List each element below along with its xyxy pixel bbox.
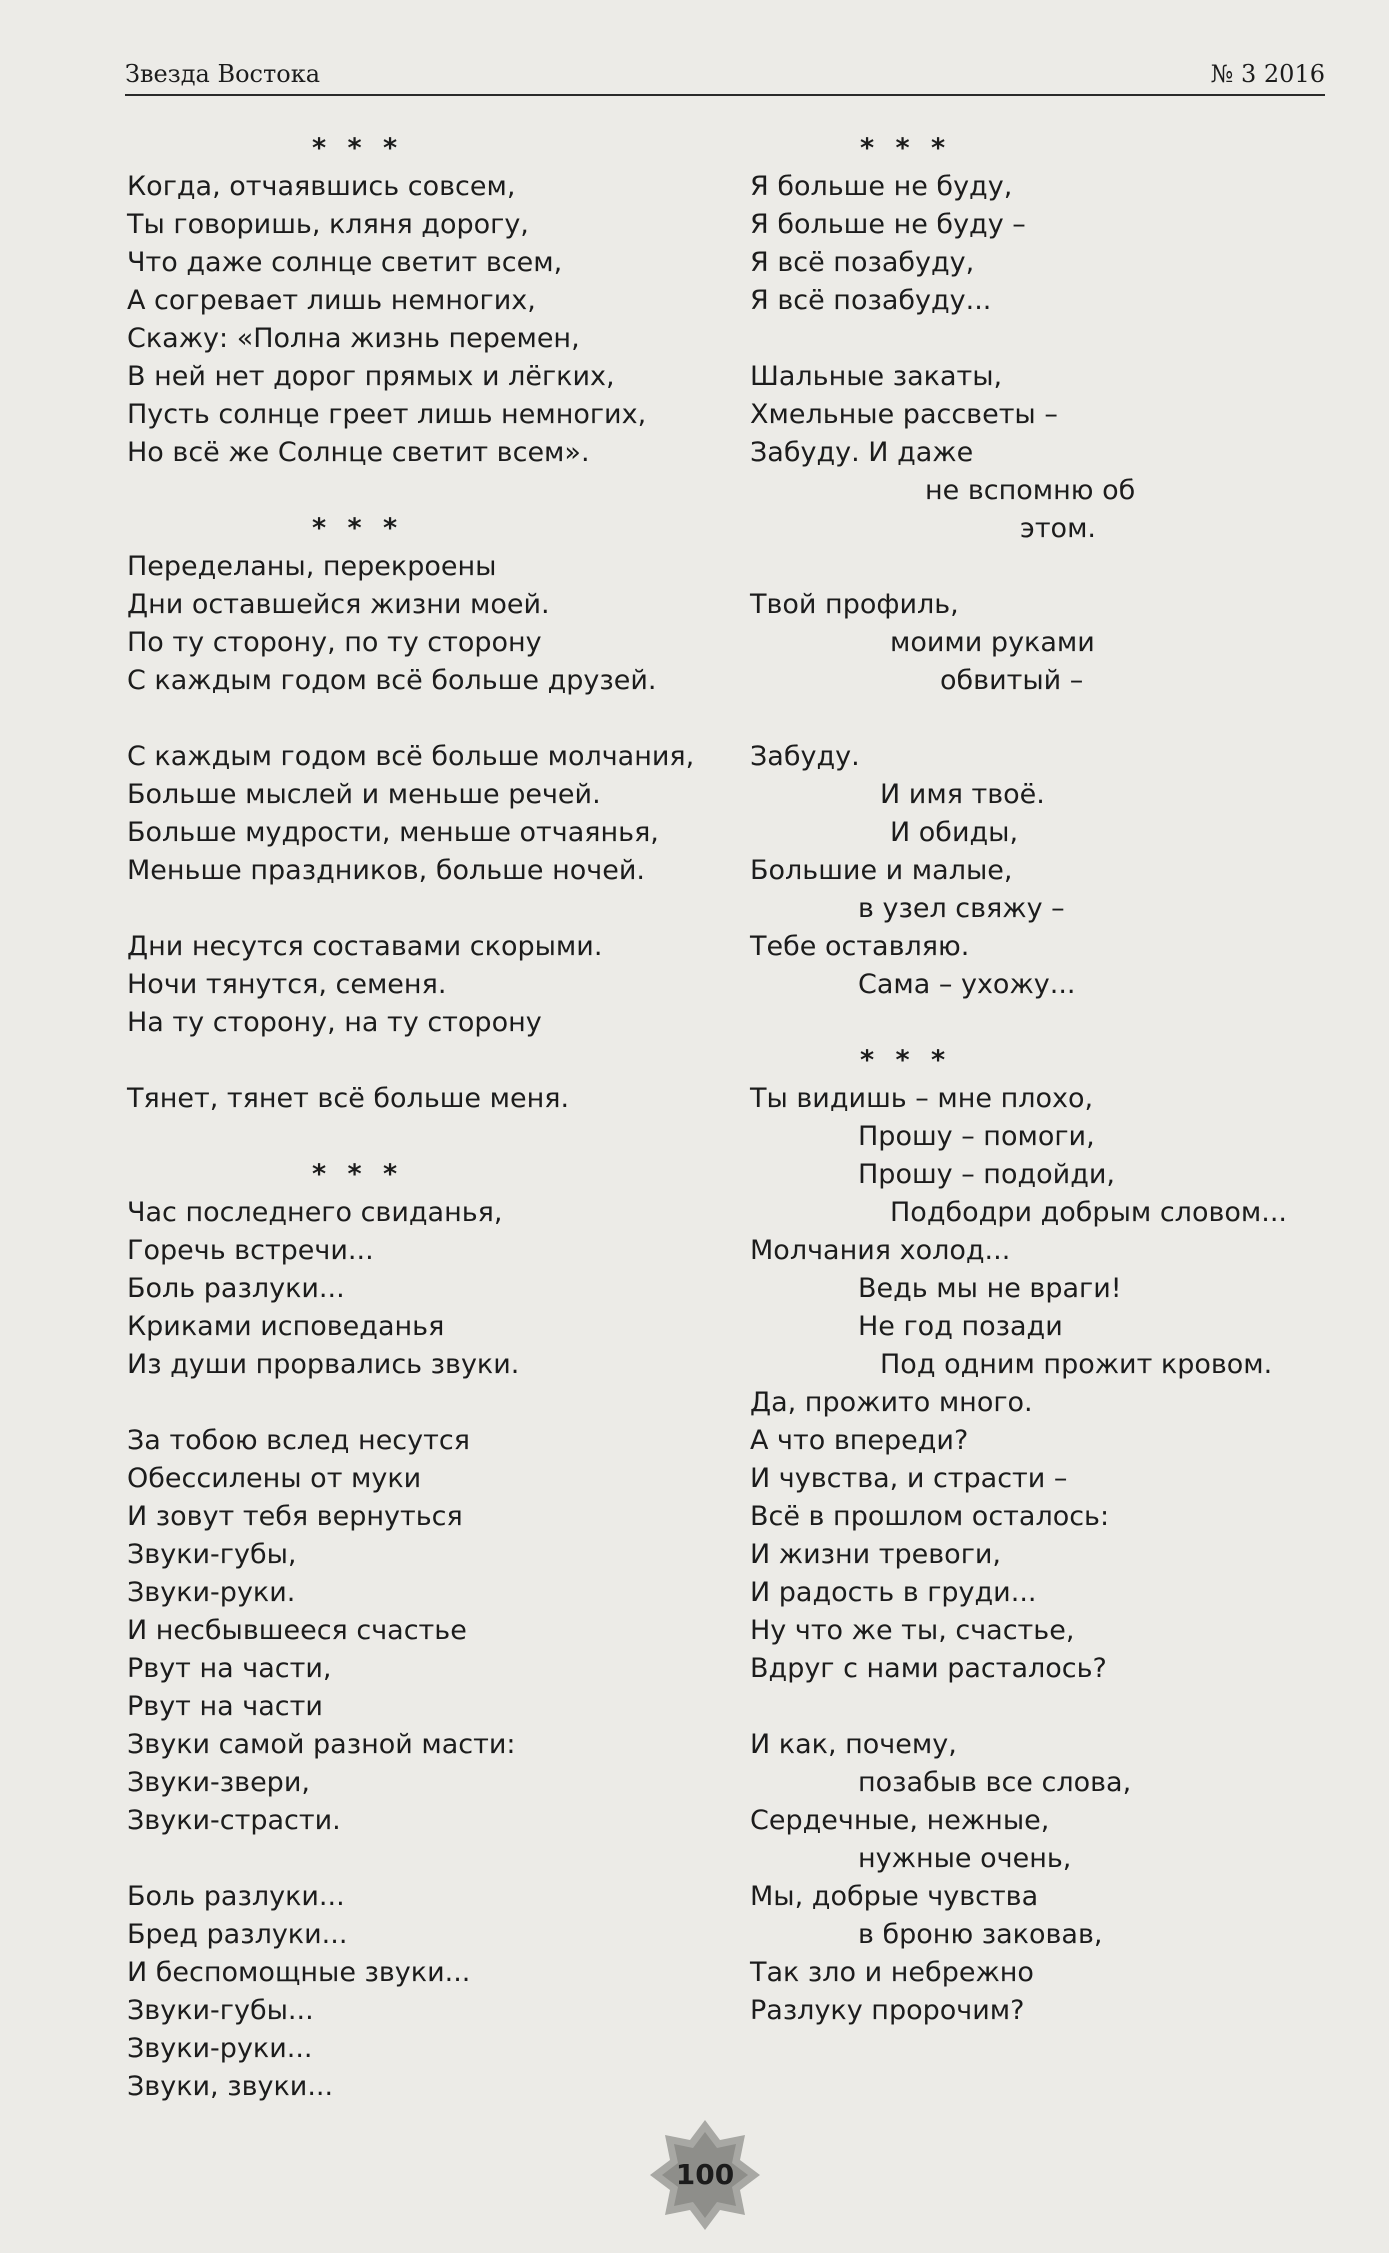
line-gap — [750, 548, 1330, 586]
poem-line: Криками исповеданья — [127, 1311, 445, 1342]
poem-line: Ты видишь – мне плохо, — [750, 1083, 1094, 1114]
poem-line: Забуду. — [750, 741, 860, 772]
poem-line: нужные очень, — [858, 1843, 1072, 1874]
poem-line: Но всё же Солнце светит всем». — [127, 437, 590, 468]
poem-line: Мы, добрые чувства — [750, 1881, 1039, 1912]
poem-line: Ведь мы не враги! — [858, 1273, 1122, 1304]
poem-line: Ты говоришь, кляня дорогу, — [127, 209, 529, 240]
poem-line: моими руками — [890, 627, 1095, 658]
poem-line: Бред разлуки... — [127, 1919, 348, 1950]
poem-line: Из души прорвались звуки. — [127, 1349, 520, 1380]
stanza-separator: * * * — [312, 513, 404, 544]
poem-line: этом. — [1020, 513, 1097, 544]
left-column — [127, 130, 695, 2106]
poem-line: Под одним прожит кровом. — [880, 1349, 1273, 1380]
stanza-separator: * * * — [860, 133, 952, 164]
page-number: 100 — [675, 2158, 735, 2191]
journal-title: Звезда Востока — [125, 60, 321, 88]
poem-line: По ту сторону, по ту сторону — [127, 627, 542, 658]
poem-line: И обиды, — [890, 817, 1019, 848]
stanza-separator: * * * — [312, 133, 404, 164]
poem-line: И как, почему, — [750, 1729, 957, 1760]
poem-line: Большие и малые, — [750, 855, 1013, 886]
poem-line: Сердечные, нежные, — [750, 1805, 1050, 1836]
poem-line: Всё в прошлом осталось: — [750, 1501, 1110, 1532]
poem-line: в броню заковав, — [858, 1919, 1103, 1950]
line-gap — [750, 1688, 1330, 1726]
poem-line: Тебе оставляю. — [750, 931, 970, 962]
poem-line: позабыв все слова, — [858, 1767, 1132, 1798]
poem-line: не вспомню об — [925, 475, 1136, 506]
poem-line: И зовут тебя вернуться — [127, 1501, 463, 1532]
poem-line: Я больше не буду – — [750, 209, 1026, 240]
poem-line: Да, прожито много. — [750, 1387, 1033, 1418]
poem-line: Боль разлуки... — [127, 1273, 345, 1304]
poem-line: Хмельные рассветы – — [750, 399, 1058, 430]
poem-line: За тобою вслед несутся — [127, 1425, 470, 1456]
poem-line: Я всё позабуду, — [750, 247, 975, 278]
poem-line: И чувства, и страсти – — [750, 1463, 1068, 1494]
poem-line: Меньше праздников, больше ночей. — [127, 855, 645, 886]
poem-line: Тянет, тянет всё больше меня. — [127, 1083, 570, 1114]
poem-line: Дни оставшейся жизни моей. — [127, 589, 550, 620]
poem-line: Что даже солнце светит всем, — [127, 247, 563, 278]
poem-line: На ту сторону, на ту сторону — [127, 1007, 542, 1038]
issue-number: № 3 2016 — [1210, 60, 1325, 88]
poem-line: С каждым годом всё больше молчания, — [127, 741, 695, 772]
poem-line: Твой профиль, — [750, 589, 959, 620]
poem-line: Рвут на части — [127, 1691, 323, 1722]
poem-line: Боль разлуки... — [127, 1881, 345, 1912]
poem-line: Молчания холод... — [750, 1235, 1011, 1266]
right-column — [750, 130, 1330, 2030]
poem-line: Скажу: «Полна жизнь перемен, — [127, 323, 580, 354]
stanza-separator: * * * — [860, 1045, 952, 1076]
poem-line: Ну что же ты, счастье, — [750, 1615, 1075, 1646]
stanza-separator: * * * — [312, 1159, 404, 1190]
poem-line: Я больше не буду, — [750, 171, 1013, 202]
poem-line: Больше мыслей и меньше речей. — [127, 779, 601, 810]
poem-line: Больше мудрости, меньше отчаянья, — [127, 817, 659, 848]
poem-line: Пусть солнце греет лишь немногих, — [127, 399, 647, 430]
poem-line: Горечь встречи... — [127, 1235, 374, 1266]
poem-line: И беспомощные звуки... — [127, 1957, 471, 1988]
line-gap — [750, 320, 1330, 358]
poem-line: Звуки-губы... — [127, 1995, 314, 2026]
poem-line: Забуду. И даже — [750, 437, 974, 468]
page-number-badge — [650, 2120, 760, 2230]
poem-line: в узел свяжу – — [858, 893, 1065, 924]
poem-line: Звуки-страсти. — [127, 1805, 341, 1836]
poem-line: И имя твоё. — [880, 779, 1045, 810]
poem-line: Звуки, звуки... — [127, 2071, 334, 2102]
poem-line: Звуки-звери, — [127, 1767, 310, 1798]
poem-line: Звуки-руки... — [127, 2033, 313, 2064]
poem-line: Сама – ухожу... — [858, 969, 1076, 1000]
poem-line: Так зло и небрежно — [750, 1957, 1034, 1988]
poem-line: Не год позади — [858, 1311, 1063, 1342]
page-header — [125, 54, 1325, 96]
poem-line: Прошу – подойди, — [858, 1159, 1116, 1190]
poem-line: И несбывшееся счастье — [127, 1615, 467, 1646]
line-gap — [127, 1840, 687, 1878]
poem-line: С каждым годом всё больше друзей. — [127, 665, 657, 696]
poem-line: Когда, отчаявшись совсем, — [127, 171, 516, 202]
line-gap — [750, 700, 1330, 738]
poem-line: А согревает лишь немногих, — [127, 285, 536, 316]
line-gap — [127, 1042, 687, 1080]
poem-line: Звуки самой разной масти: — [127, 1729, 516, 1760]
poem-line: Разлуку пророчим? — [750, 1995, 1025, 2026]
poem-line: Прошу – помоги, — [858, 1121, 1095, 1152]
poem-line: И радость в груди... — [750, 1577, 1037, 1608]
poem-line: В ней нет дорог прямых и лёгких, — [127, 361, 615, 392]
poem-line: Я всё позабуду... — [750, 285, 992, 316]
poem-line: Обессилены от муки — [127, 1463, 422, 1494]
line-gap — [127, 700, 687, 738]
stanza-gap — [750, 1004, 1330, 1042]
poem-line: Подбодри добрым словом... — [890, 1197, 1288, 1228]
poem-line: Звуки-губы, — [127, 1539, 297, 1570]
poem-line: И жизни тревоги, — [750, 1539, 1002, 1570]
poem-line: Ночи тянутся, семеня. — [127, 969, 447, 1000]
poem-line: Час последнего свиданья, — [127, 1197, 503, 1228]
poem-line: А что впереди? — [750, 1425, 969, 1456]
stanza-gap — [127, 1118, 687, 1156]
poem-line: Вдруг с нами расталось? — [750, 1653, 1107, 1684]
poem-line: Дни несутся составами скорыми. — [127, 931, 603, 962]
stanza-gap — [127, 472, 687, 510]
line-gap — [127, 890, 687, 928]
poem-line: обвитый – — [940, 665, 1084, 696]
poem-line: Переделаны, перекроены — [127, 551, 497, 582]
poem-line: Шальные закаты, — [750, 361, 1003, 392]
poem-line: Рвут на части, — [127, 1653, 332, 1684]
line-gap — [127, 1384, 687, 1422]
poem-line: Звуки-руки. — [127, 1577, 296, 1608]
